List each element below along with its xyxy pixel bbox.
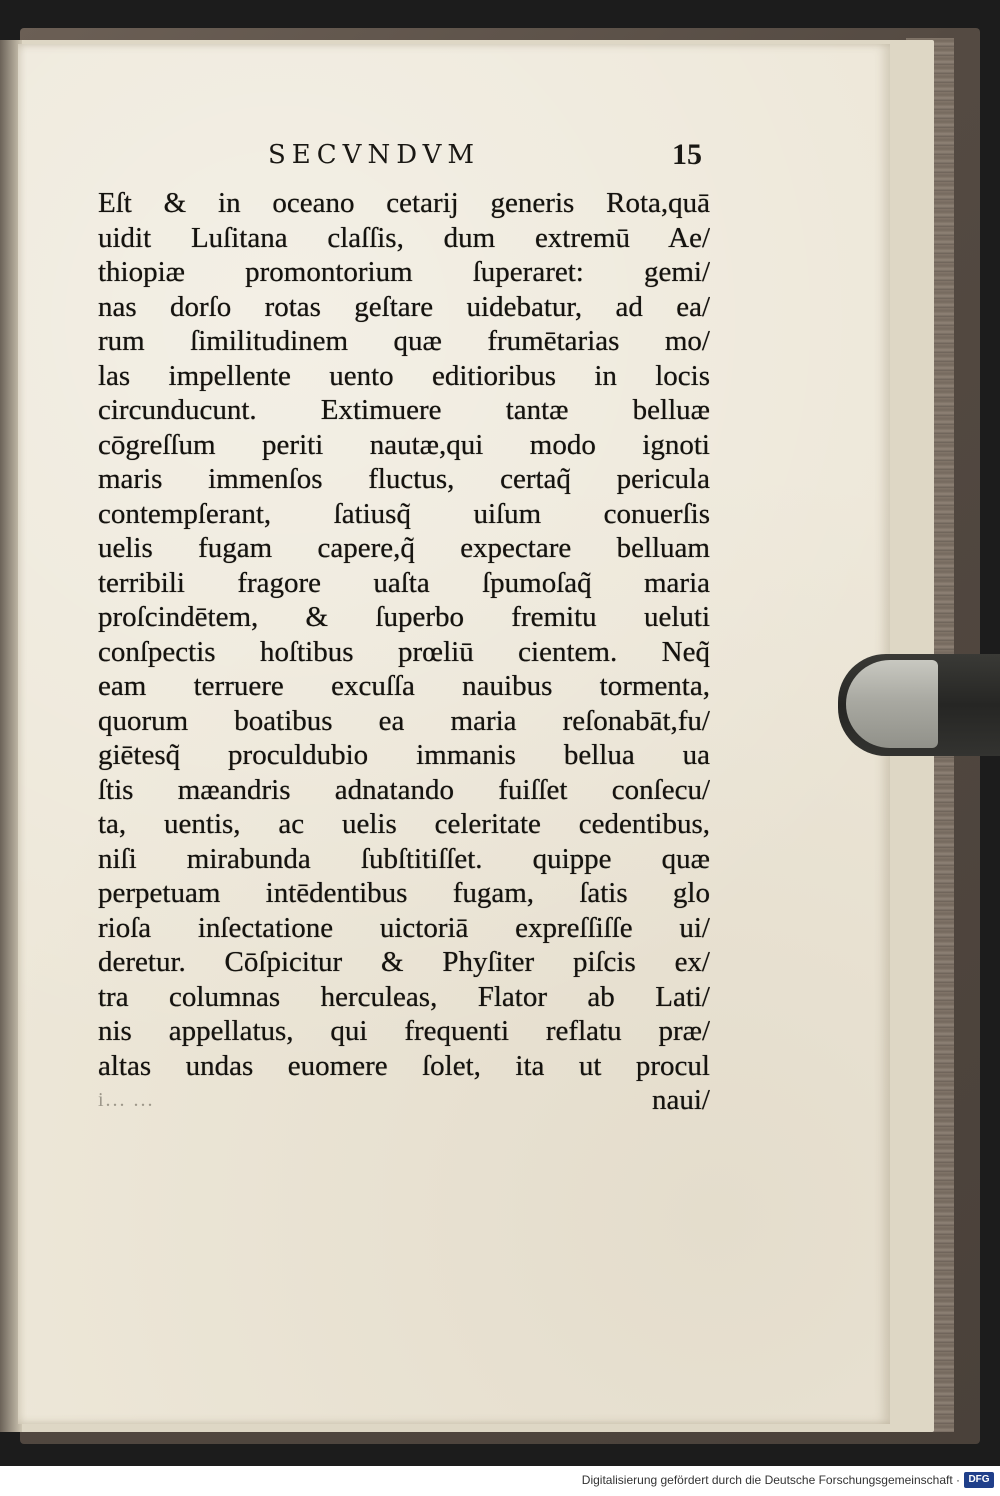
funding-credit: Digitalisierung gefördert durch die Deutsche Forschungsgemeinschaft · bbox=[581, 1473, 960, 1487]
text-line: giētesq̃ proculdubio immanis bellua ua bbox=[98, 739, 710, 771]
text-line: cōgreſſum periti nautæ,qui modo ignoti bbox=[98, 428, 710, 461]
text-line: tra columnas herculeas, Flator ab Lati/ bbox=[98, 980, 710, 1013]
running-head bbox=[0, 136, 1000, 176]
text-block bbox=[98, 186, 710, 1118]
text-line: conſpectis hoſtibus prœliū cientem. Neq̃ bbox=[98, 635, 710, 668]
text-line: Eſt & in oceano cetarij generis Rota,quā bbox=[98, 187, 710, 219]
text-line: proſcindētem, & ſuperbo fremitu ueluti bbox=[98, 601, 710, 633]
text-line: ta, uentis, ac uelis celeritate cedentibus, bbox=[98, 808, 710, 840]
text-line: quorum boatibus ea maria reſonabāt,fu/ bbox=[98, 704, 710, 737]
text-line: nis appellatus, qui frequenti reflatu præ/ bbox=[98, 1015, 710, 1047]
text-line: rioſa inſectatione uictoriā expreſſiſſe ui/ bbox=[98, 911, 710, 944]
page-clip-weight bbox=[846, 660, 938, 748]
text-line: maris immenſos fluctus, certaq̃ pericula bbox=[98, 463, 710, 495]
text-line: contempſerant, ſatiusq̃ uiſum conuerſis bbox=[98, 497, 710, 530]
text-line: deretur. Cōſpicitur & Phyſiter piſcis ex/ bbox=[98, 946, 710, 978]
text-line: ſtis mæandris adnatando fuiſſet conſecu/ bbox=[98, 773, 710, 806]
text-line: rum ſimilitudinem quæ frumētarias mo/ bbox=[98, 325, 710, 357]
text-line: eam terruere excuſſa nauibus tormenta, bbox=[98, 670, 710, 702]
text-line: las impellente uento editioribus in locis bbox=[98, 359, 710, 392]
digitization-footer bbox=[0, 1466, 1000, 1496]
text-line: circunducunt. Extimuere tantæ belluæ bbox=[98, 394, 710, 426]
catchword: naui/ bbox=[652, 1084, 710, 1116]
bleed-through-text: i... ... bbox=[98, 1089, 155, 1111]
text-line: uidit Luſitana claſſis, dum extremū Ae/ bbox=[98, 221, 710, 254]
text-line: nas dorſo rotas geſtare uidebatur, ad ea/ bbox=[98, 290, 710, 323]
text-line: uelis fugam capere,q̃ expectare belluam bbox=[98, 532, 710, 564]
dfg-logo: DFG bbox=[964, 1472, 994, 1488]
text-line: altas undas euomere ſolet, ita ut procul bbox=[98, 1049, 710, 1082]
text-line: thiopiæ promontorium ſuperaret: gemi/ bbox=[98, 256, 710, 288]
text-line: niſi mirabunda ſubſtitiſſet. quippe quæ bbox=[98, 842, 710, 875]
text-line: terribili fragore uaſta ſpumoſaq̃ maria bbox=[98, 566, 710, 599]
running-title: SECVNDVM bbox=[268, 140, 480, 170]
text-line: perpetuam intēdentibus fugam, ſatis glo bbox=[98, 877, 710, 909]
page-number: 15 bbox=[672, 138, 702, 171]
